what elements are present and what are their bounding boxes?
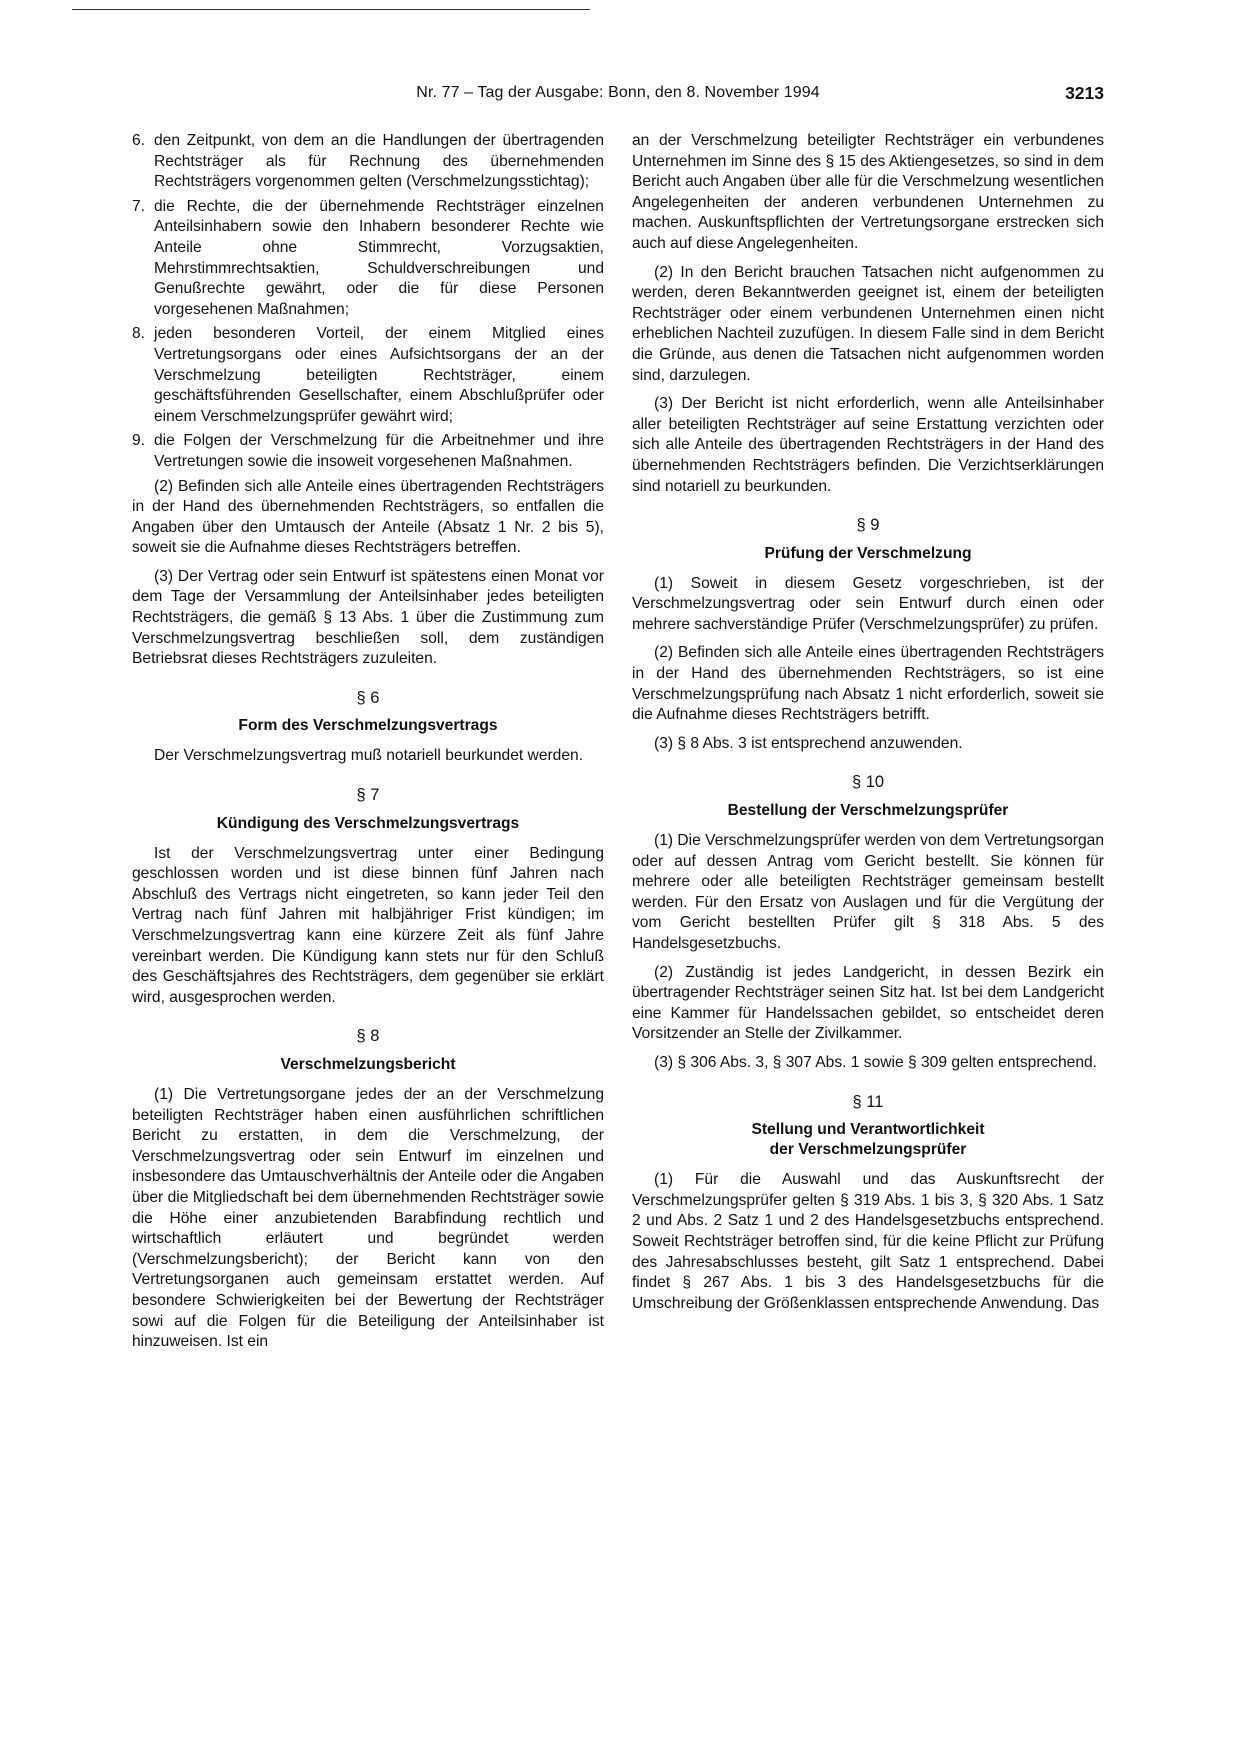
paragraph: (1) Die Vertretungsorgane jedes der an der Verschmelzung beteiligten Rechtsträger haben einen ausführlichen schriftlichen Bericht zu erstatten, in dem die Verschmelzung, der Verschmelzungsvertrag oder sein Entwurf im einzelnen und insbesondere das Umtauschverhältnis der Anteile oder die Angaben über die Mitgliedschaft bei dem übernehmenden Rechtsträger sowie die Höhe einer anzubietenden Barabfindung rechtlich und wirtschaftlich erläutert und begründet werden (Verschmelzungsbericht); der Bericht kann von den Vertretungsorganen auch gemeinsam erstattet werden. Auf besondere Schwierigkeiten bei der Bewertung der Rechtsträger sowi auf die Folgen für die Beteiligung der Anteilsinhaber ist hinzuweisen. Ist ein — [132, 1085, 604, 1351]
paragraph: (3) § 8 Abs. 3 ist entsprechend anzuwenden. — [654, 734, 963, 752]
section-title-line: Stellung und Verantwortlichkeit — [751, 1121, 985, 1139]
list-item-text: die Rechte, die der übernehmende Rechtsträger einzelnen Anteilsinhabern sowie den Inhabern besonderer Rechte wie Anteile ohne Stimmrecht, Vorzugsaktien, Mehrstimmrechtsaktien, Schuldverschreibungen und Genußrechte gewährt, oder die für diese Personen vorgesehenen Maßnahmen; — [154, 197, 604, 318]
list-item-text: die Folgen der Verschmelzung für die Arbeitnehmer und ihre Vertretungen sowie die insoweit vorgesehenen Maßnahmen. — [154, 432, 604, 470]
paragraph: (1) Die Verschmelzungsprüfer werden von dem Vertretungsorgan oder auf dessen Antrag vom Gericht bestellt. Sie können für mehrere oder alle beteiligten Rechtsträger gemeinsam bestellt werden. Für den Ersatz von Auslagen und für die Vergütung der vom Gericht bestellten Prüfer gilt § 318 Abs. 5 des Handelsgesetzbuchs. — [632, 832, 1104, 952]
section-number: § 11 — [852, 1092, 884, 1111]
paragraph: (1) Soweit in diesem Gesetz vorgeschrieben, ist der Verschmelzungsvertrag oder sein Entwurf durch einen oder mehrere sachverständige Prüfer (Verschmelzungsprüfer) zu prüfen. — [632, 574, 1104, 633]
paragraph: (3) Der Vertrag oder sein Entwurf ist spätestens einen Monat vor dem Tage der Versammlung der Anteilsinhaber jedes beteiligten Rechtsträgers, die gemäß § 13 Abs. 1 über die Zustimmung zum Verschmelzungsvertrag beschließen soll, dem zuständigen Betriebsrat dieses Rechtsträgers zuzuleiten. — [132, 567, 604, 668]
list-item-text: jeden besonderen Vorteil, der einem Mitglied eines Vertretungsorgans oder eines Aufsichtsorgans der an der Verschmelzung beteiligten Rechtsträger, einem geschäftsführenden Gesellschafter, einem Abschlußprüfer oder einem Verschmelzungsprüfer gewährt wird; — [154, 325, 604, 425]
section-title: Verschmelzungsbericht — [280, 1055, 456, 1073]
section-number: § 10 — [851, 773, 885, 792]
section-title: Prüfung der Verschmelzung — [764, 544, 972, 562]
section-number: § 6 — [356, 688, 380, 707]
section-number: § 8 — [356, 1027, 380, 1046]
list-item — [132, 131, 604, 193]
list-item-number: 7. — [132, 197, 146, 215]
paragraph: Ist der Verschmelzungsvertrag unter einer Bedingung geschlossen worden und ist diese binnen fünf Jahren nach Abschluß des Vertrags nicht eingetreten, so kann jeder Teil den Vertrag nach fünf Jahren mit halbjähriger Frist kündigen; im Verschmelzungsvertrag kann eine kürzere Zeit als fünf Jahre vereinbart werden. Die Kündigung kann stets nur für den Schluß des Geschäftsjahres des Rechtsträgers, dem gegenüber sie erklärt wird, ausgesprochen werden. — [132, 844, 604, 1006]
paragraph: (1) Für die Auswahl und das Auskunftsrecht der Verschmelzungsprüfer gelten § 319 Abs. 1 bis 3, § 320 Abs. 1 Satz 2 und Abs. 2 Satz 1 und 2 des Handelsgesetzbuchs entsprechend. Soweit Rechtsträger betroffen sind, für die keine Pflicht zur Prüfung des Jahresabschlusses besteht, gilt Satz 1 entsprechend. Dabei findet § 267 Abs. 1 bis 3 des Handelsgesetzbuchs für die Umschreibung der Größenklassen entsprechende Anwendung. Das — [632, 1171, 1104, 1312]
paragraph: (2) Befinden sich alle Anteile eines übertragenden Rechtsträgers in der Hand des übernehmenden Rechtsträgers, so entfallen die Angaben über den Umtausch der Anteile (Absatz 1 Nr. 2 bis 5), soweit sie die Aufnahme dieses Rechtsträgers betreffen. — [132, 477, 604, 557]
paragraph: (2) Zuständig ist jedes Landgericht, in dessen Bezirk ein übertragender Rechtsträger seinen Sitz hat. Ist bei dem Landgericht eine Kammer für Handelssachen gebildet, so entscheidet deren Vorsitzender an Stelle der Zivilkammer. — [632, 963, 1104, 1043]
list-item — [132, 197, 604, 321]
right-column — [632, 131, 1104, 1322]
paragraph: Der Verschmelzungsvertrag muß notariell beurkundet werden. — [154, 747, 584, 765]
numbered-list — [132, 131, 604, 473]
list-item — [132, 431, 604, 472]
section-title: Bestellung der Verschmelzungsprüfer — [727, 802, 1009, 820]
list-item-number: 6. — [132, 132, 146, 149]
top-rule — [72, 9, 590, 10]
paragraph-continuation: an der Verschmelzung beteiligter Rechtsträger ein verbundenes Unternehmen im Sinne des § 15 des Aktiengesetzes, so sind in dem Bericht auch Angaben über alle für die Verschmelzung wesentlichen Angelegenheiten der anderen verbundenen Unternehmen zu machen. Auskunftspflichten der Vertretungsorgane erstrecken sich auch auf diese Angelegenheiten. — [632, 132, 1104, 252]
section-number: § 7 — [356, 786, 380, 805]
list-item-text: den Zeitpunkt, von dem an die Handlungen der übertragenden Rechtsträger als für Rechnung des übernehmenden Rechtsträgers vorgenommen gelten (Verschmelzungsstichtag); — [154, 132, 604, 191]
running-header — [132, 84, 1104, 108]
paragraph: (2) In den Bericht brauchen Tatsachen nicht aufgenommen zu werden, deren Bekanntwerden geeignet ist, einem der beteiligten Rechtsträger oder einem verbundenen Unternehmen einen nicht erheblichen Nachteil zuzufügen. In diesem Falle sind in dem Bericht die Gründe, aus denen die Tatsachen nicht aufgenommen worden sind, darzulegen. — [632, 263, 1104, 384]
paragraph: (3) Der Bericht ist nicht erforderlich, wenn alle Anteilsinhaber aller beteiligten Rechtsträger auf seine Erstattung verzichten oder sich alle Anteile des übertragenden Rechtsträgers in der Hand des übernehmenden Rechtsträgers befinden. Die Verzichtserklärungen sind notariell zu beurkunden. — [632, 395, 1104, 495]
paragraph: (3) § 306 Abs. 3, § 307 Abs. 1 sowie § 309 gelten entsprechend. — [654, 1053, 1097, 1071]
section-title: Kündigung des Verschmelzungsvertrags — [216, 814, 520, 832]
list-item-number: 8. — [132, 325, 146, 343]
header-text: Nr. 77 – Tag der Ausgabe: Bonn, den 8. November 1994 — [416, 84, 820, 101]
section-title: Form des Verschmelzungsvertrags — [238, 717, 498, 735]
section-title — [632, 1120, 1104, 1160]
paragraph: (2) Befinden sich alle Anteile eines übertragenden Rechtsträgers in der Hand des übernehmenden Rechtsträgers, so ist eine Verschmelzungsprüfung nach Absatz 1 nicht erforderlich, soweit sie die Aufnahme dieses Rechtsträgers betrifft. — [632, 644, 1104, 724]
page-number: 3213 — [1065, 83, 1104, 103]
left-column — [132, 131, 604, 1361]
list-item-number: 9. — [132, 432, 146, 450]
section-number: § 9 — [856, 516, 880, 535]
list-item — [132, 324, 604, 427]
section-title-line: der Verschmelzungsprüfer — [769, 1141, 967, 1159]
